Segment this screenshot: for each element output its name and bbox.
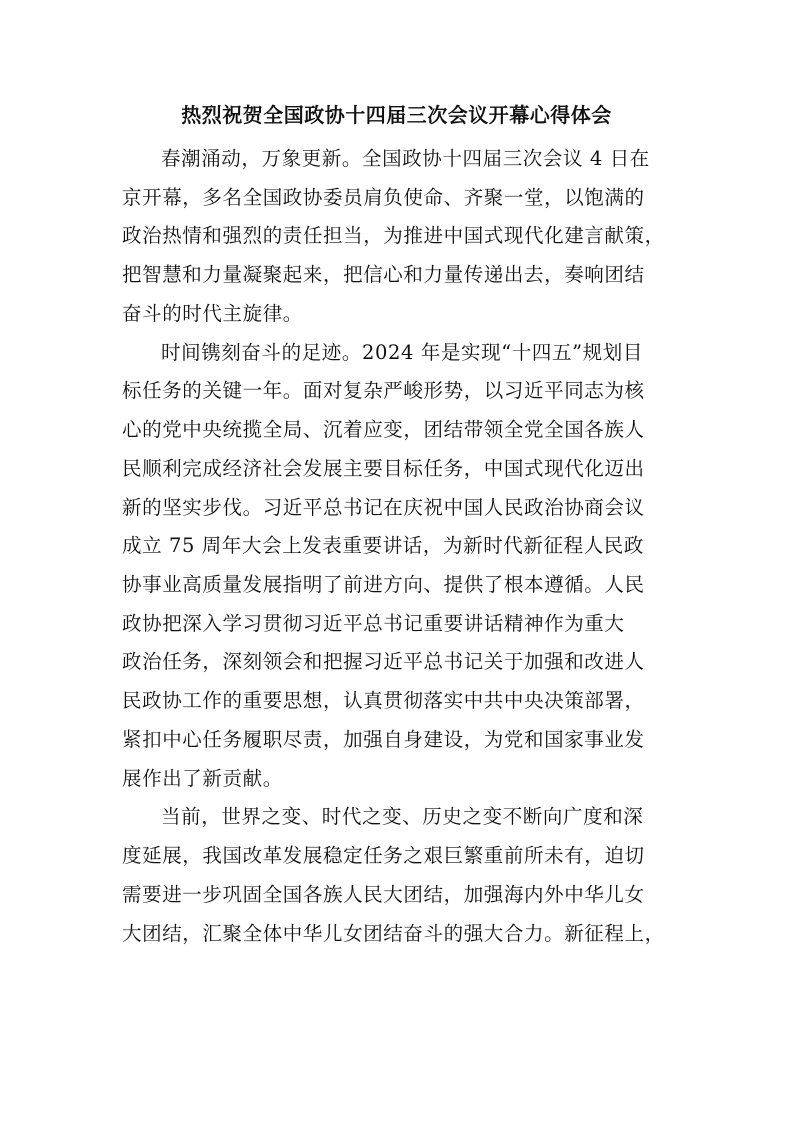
paragraph-2-line-12: 展作出了新贡献。 bbox=[122, 767, 283, 790]
paragraph-1-line-4: 把智慧和力量凝聚起来，把信心和力量传递出去，奏响团结 bbox=[122, 263, 645, 286]
paragraph-1-line-5: 奋斗的时代主旋律。 bbox=[122, 302, 303, 325]
paragraph-2-line-4: 民顺利完成经济社会发展主要目标任务，中国式现代化迈出 bbox=[122, 457, 645, 480]
paragraph-2-line-2: 标任务的关键一年。面对复杂严峻形势，以习近平同志为核 bbox=[122, 379, 645, 402]
paragraph-2-line-6: 成立 75 周年大会上发表重要讲话，为新时代新征程人民政 bbox=[122, 534, 645, 557]
paragraph-3-line-1: 当前，世界之变、时代之变、历史之变不断向广度和深 bbox=[161, 805, 644, 828]
paragraph-2-line-7: 协事业高质量发展指明了前进方向、提供了根本遵循。人民 bbox=[122, 573, 645, 596]
paragraph-2-line-5: 新的坚实步伐。习近平总书记在庆祝中国人民政治协商会议 bbox=[122, 496, 645, 519]
paragraph-3-line-4: 大团结，汇聚全体中华儿女团结奋斗的强大合力。新征程上， bbox=[122, 922, 665, 945]
paragraph-1-line-3: 政治热情和强烈的责任担当，为推进中国式现代化建言献策， bbox=[122, 224, 665, 247]
paragraph-3-line-3: 需要进一步巩固全国各族人民大团结，加强海内外中华儿女 bbox=[122, 883, 645, 906]
paragraph-2-line-1: 时间镌刻奋斗的足迹。2024 年是实现“十四五”规划目 bbox=[161, 341, 643, 364]
paragraph-2-line-9: 政治任务，深刻领会和把握习近平总书记关于加强和改进人 bbox=[122, 650, 645, 673]
paragraph-2-line-8: 政协把深入学习贯彻习近平总书记重要讲话精神作为重大 bbox=[122, 612, 625, 635]
paragraph-1-line-2: 京开幕，多名全国政协委员肩负使命、齐聚一堂，以饱满的 bbox=[122, 186, 645, 209]
paragraph-2-line-3: 心的党中央统揽全局、沉着应变，团结带领全党全国各族人 bbox=[122, 418, 645, 441]
paragraph-3-line-2: 度延展，我国改革发展稳定任务之艰巨繁重前所未有，迫切 bbox=[122, 844, 645, 867]
paragraph-2-line-10: 民政协工作的重要思想，认真贯彻落实中共中央决策部署， bbox=[122, 689, 645, 712]
paragraph-2-line-11: 紧扣中心任务履职尽责，加强自身建设，为党和国家事业发 bbox=[122, 728, 645, 751]
paragraph-1-line-1: 春潮涌动，万象更新。全国政协十四届三次会议 4 日在 bbox=[161, 147, 650, 170]
document-title: 热烈祝贺全国政协十四届三次会议开幕心得体会 bbox=[181, 103, 612, 127]
